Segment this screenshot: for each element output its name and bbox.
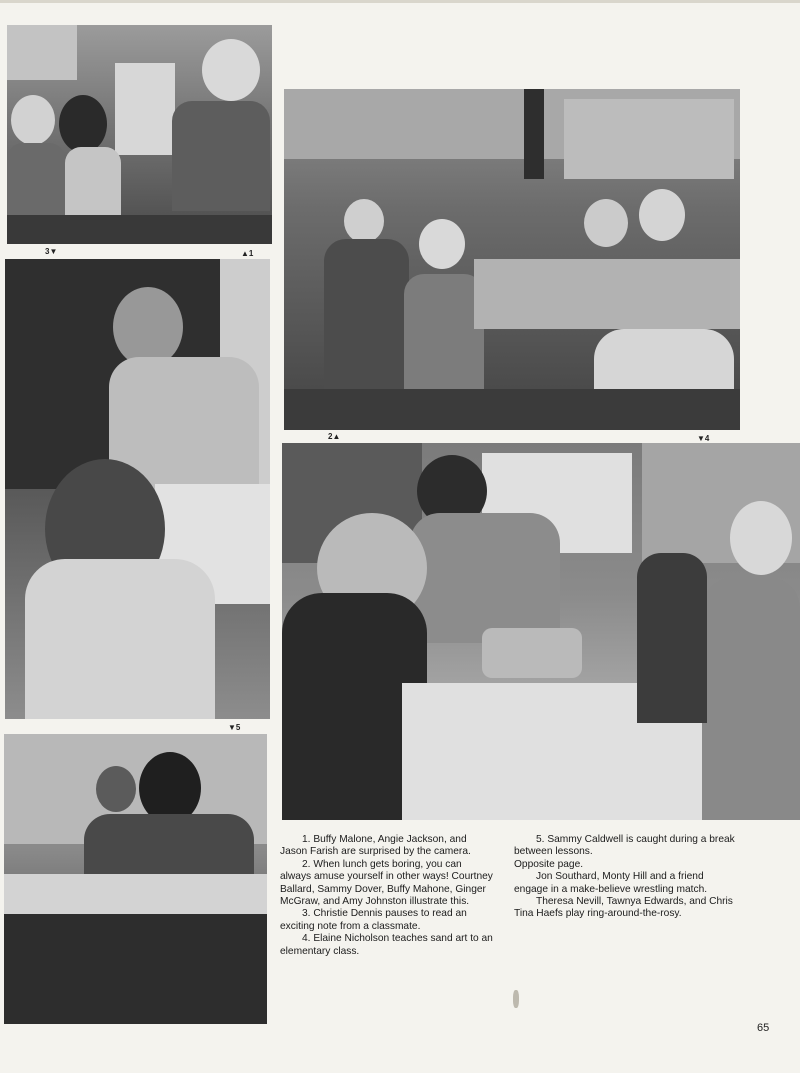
photo-5-marker: ▼5 (228, 723, 241, 732)
photo-1-marker: ▲1 (241, 249, 254, 258)
caption-opposite-1: Jon Southard, Monty Hill and a friend engage in a make-believe wrestling match. (514, 871, 708, 895)
photo-4-sand-art (282, 443, 800, 820)
photo-3-marker: 3▼ (45, 247, 58, 256)
caption-opposite-2: Theresa Nevill, Tawnya Edwards, and Chris Tina Haefs play ring-around-the-rosy. (514, 896, 733, 920)
caption-column-left (280, 834, 494, 958)
page-top-edge (0, 0, 800, 3)
photo-2-marker: 2▲ (328, 432, 341, 441)
photo-5-break-between-lessons (4, 734, 267, 1024)
photo-2-lunchroom (284, 89, 740, 430)
photo-4-marker: ▼4 (697, 434, 710, 443)
caption-opposite-page-heading: Opposite page. (514, 858, 584, 870)
caption-column-right (514, 834, 736, 921)
caption-3: 3. Christie Dennis pauses to read an exciting note from a classmate. (280, 908, 467, 932)
photo-3-reading-note (5, 259, 270, 719)
page-number: 65 (757, 1022, 770, 1034)
caption-1: 1. Buffy Malone, Angie Jackson, and Jason Farish are surprised by the camera. (280, 834, 471, 858)
caption-2: 2. When lunch gets boring, you can always amuse yourself in other ways! Courtney Ballard, Sammy Dover, Buffy Mahone, Ginger McGraw, and Amy Johnston illustrate this. (280, 858, 493, 908)
caption-5: 5. Sammy Caldwell is caught during a break between lessons. (514, 834, 735, 858)
paper-speck (513, 990, 519, 1008)
photo-1-classroom (7, 25, 272, 244)
caption-4: 4. Elaine Nicholson teaches sand art to an elementary class. (280, 933, 493, 957)
